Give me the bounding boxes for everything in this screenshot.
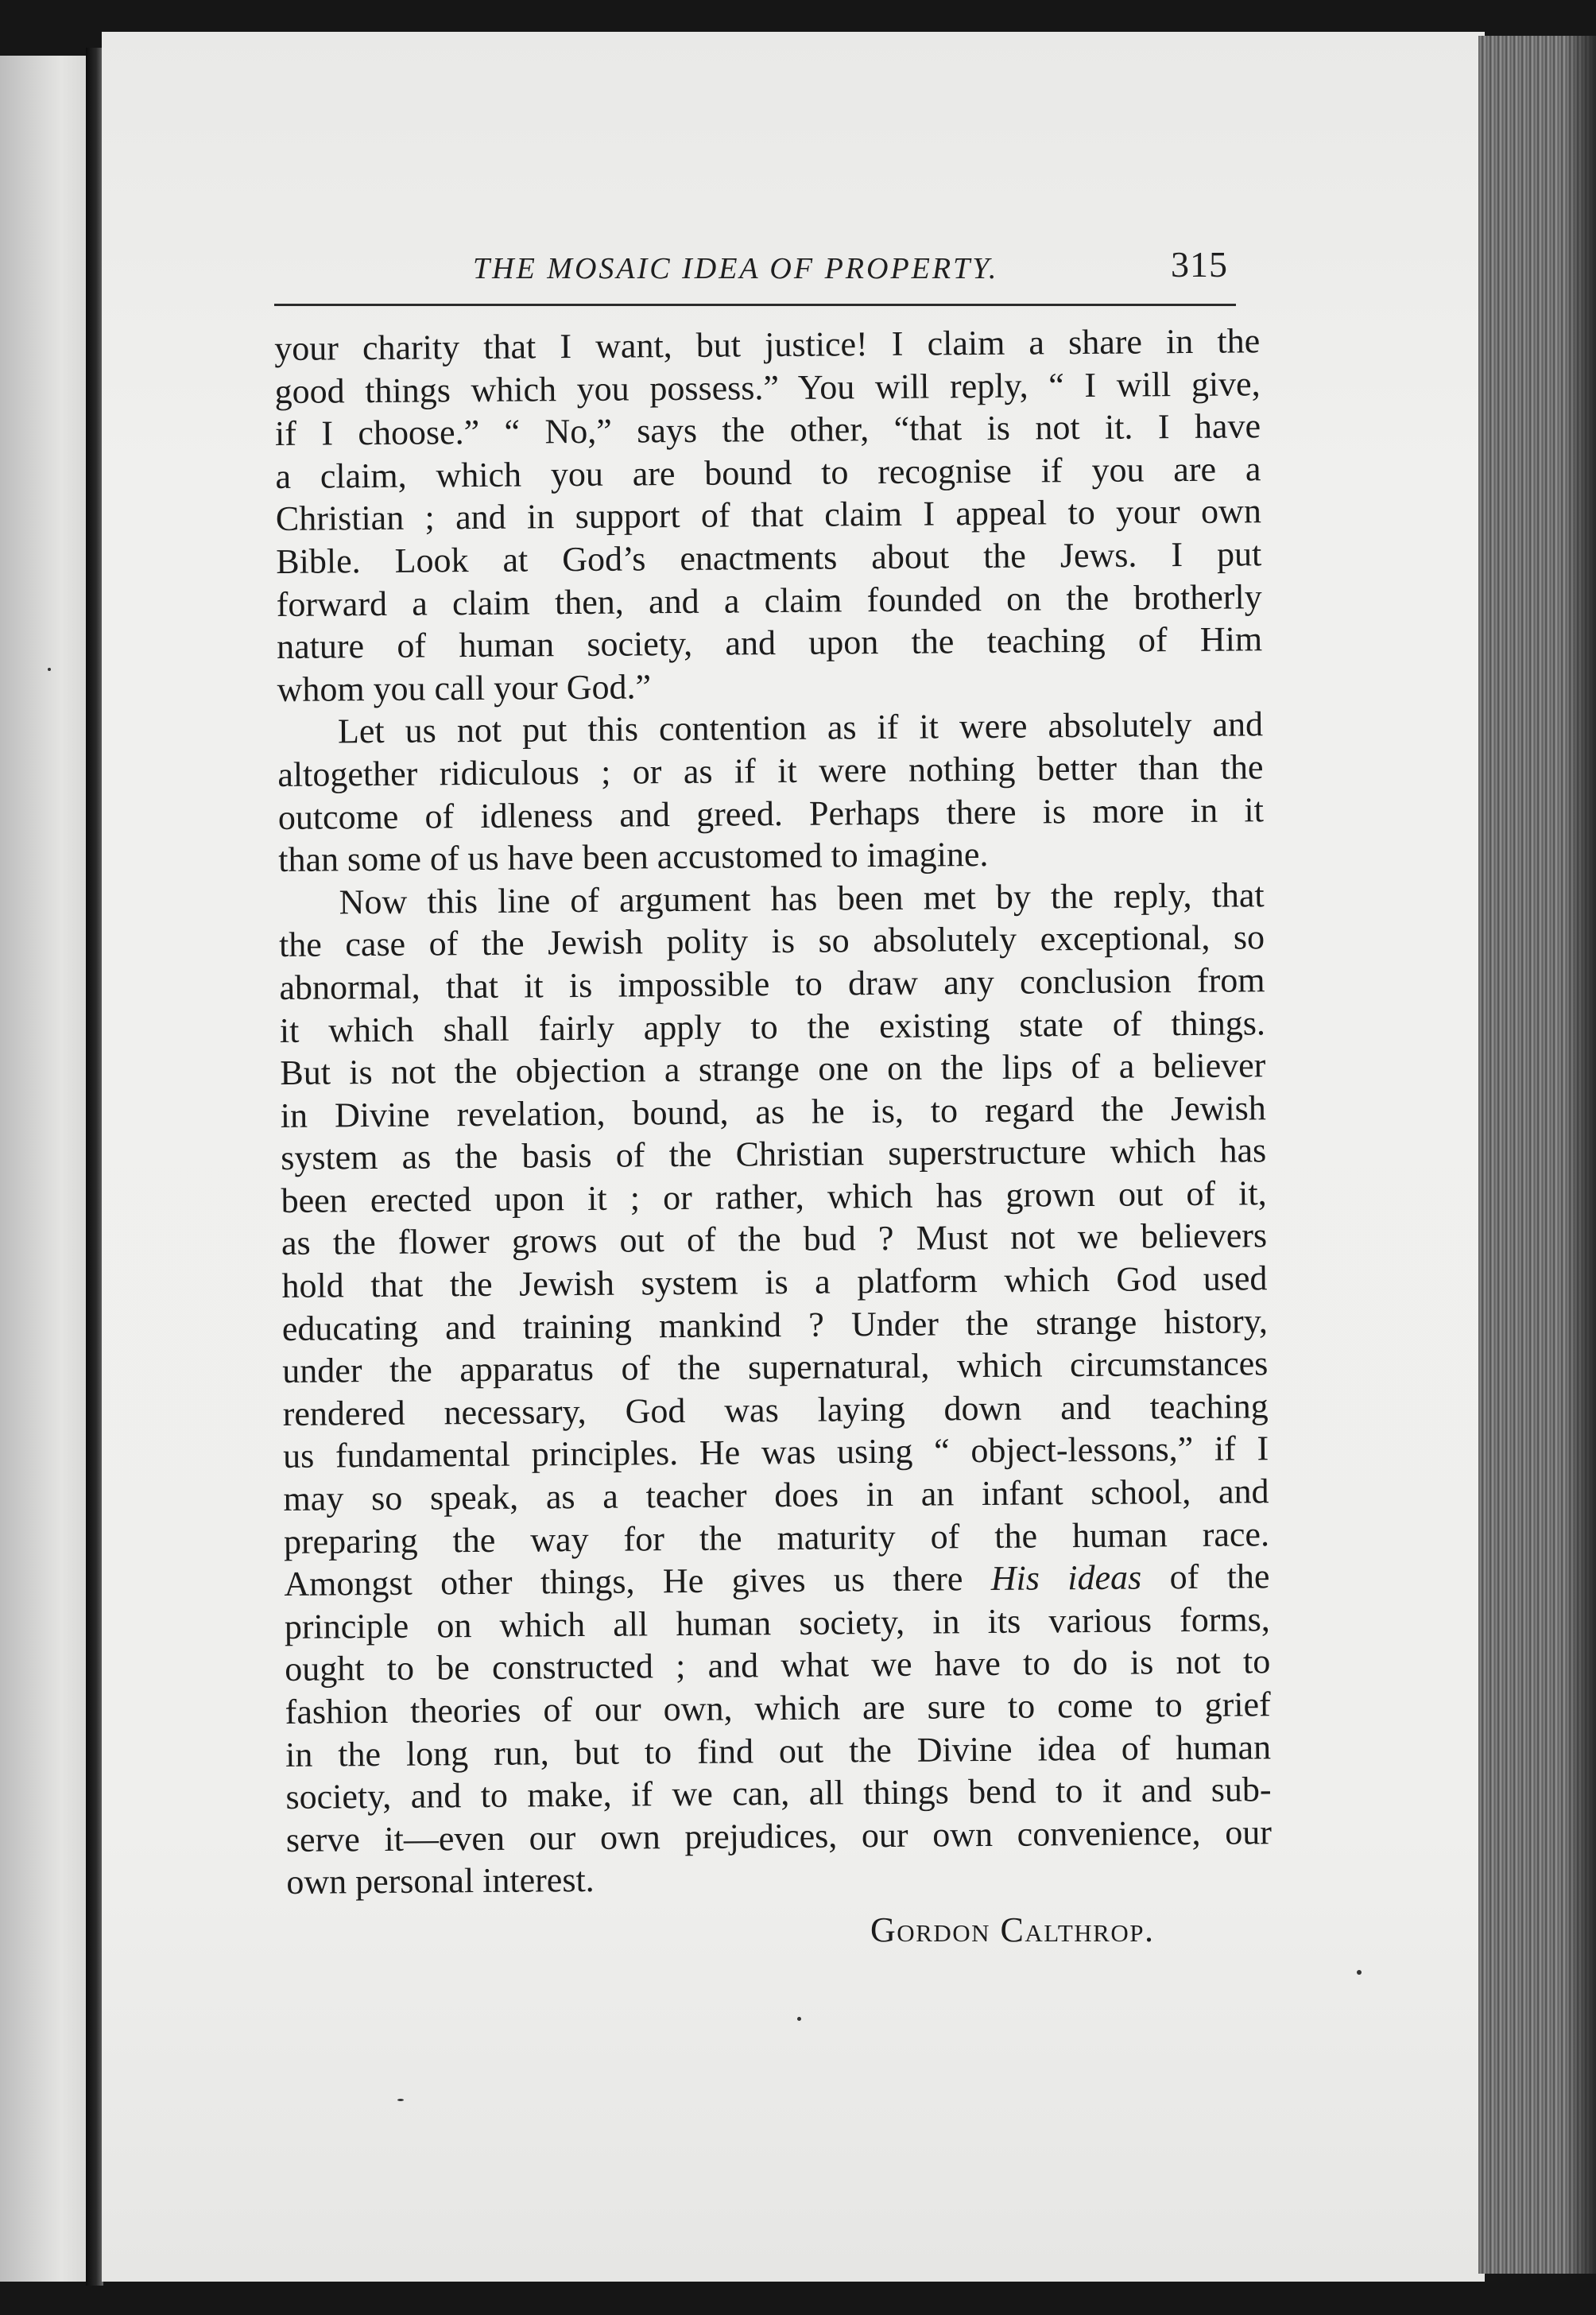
text-line: preparing the way for the maturity of the human race. [283, 1514, 1270, 1561]
text-line-with-italic [284, 1555, 1269, 1605]
print-speck [48, 668, 51, 671]
text-line: if I choose.” “ No,” says the other, “that is not it. I have [274, 406, 1261, 454]
text-line: than some of us have been accustomed to imagine. [278, 835, 989, 880]
print-speck [797, 2017, 801, 2021]
text-line: rendered necessary, God was laying down and teaching [282, 1386, 1269, 1433]
text-line: educating and training mankind ? Under the strange history, [281, 1301, 1269, 1348]
print-speck [397, 2099, 404, 2101]
text-line: principle on which all human society, in its various forms, [284, 1600, 1270, 1646]
text-line: outcome of idleness and greed. Perhaps there is more in it [277, 789, 1264, 837]
text-line: society, and to make, if we can, all things bend to it and sub- [285, 1770, 1272, 1817]
text-line: system as the basis of the Christian superstructure which has [281, 1130, 1267, 1178]
text-line: the case of the Jewish polity is so absolutely exceptional, so [278, 917, 1265, 965]
text-line: nature of human society, and upon the teaching of Him [276, 619, 1263, 667]
text-line: forward a claim then, and a claim founded on the brotherly [276, 576, 1262, 624]
text-line: as the flower grows out of the bud ? Must not we believers [281, 1216, 1268, 1263]
text-line: altogether ridiculous ; or as if it were nothing better than the [277, 747, 1264, 794]
page-block-edges [1478, 36, 1596, 2274]
text-line: may so speak, as a teacher does in an infant school, and [283, 1472, 1269, 1518]
text-line: good things which you possess.” You will reply, “ I will give, [274, 363, 1261, 411]
body-text [274, 320, 1273, 1904]
running-head [274, 244, 1236, 306]
text-line: own personal interest. [286, 1860, 595, 1902]
text-line: it which shall fairly apply to the existing state of things. [279, 1002, 1266, 1050]
text-line: us fundamental principles. He was using “ object-lessons,” if I [282, 1429, 1269, 1476]
italic-phrase: His ideas [990, 1557, 1142, 1599]
text-segment: Amongst other things, He gives us there [284, 1559, 963, 1604]
text-line: Christian ; and in support of that claim I appeal to your own [275, 491, 1262, 539]
text-line: your charity that I want, but justice! I claim a share in the [274, 321, 1261, 368]
author-signature: Gordon Calthrop. [870, 1910, 1155, 1949]
text-line: Bible. Look at God’s enactments about the Jews. I put [276, 534, 1262, 581]
text-line: serve it—even our own prejudices, our own convenience, our [285, 1812, 1273, 1859]
text-line: a claim, which you are bound to recognise if you are a [275, 449, 1261, 496]
text-line: Let us not put this contention as if it were absolutely and [337, 704, 1264, 751]
text-line: been erected upon it ; or rather, which has grown out of it, [281, 1173, 1267, 1220]
text-line: hold that the Jewish system is a platform which God used [281, 1258, 1268, 1306]
text-line: whom you call your God.” [277, 667, 652, 709]
facing-page-edge [0, 56, 87, 2282]
running-title: THE MOSAIC IDEA OF PROPERTY. [473, 252, 999, 285]
page-number: 315 [1171, 244, 1228, 285]
text-line: abnormal, that it is impossible to draw any conclusion from [279, 960, 1265, 1007]
text-line: in the long run, but to find out the Divine idea of human [285, 1727, 1272, 1774]
print-speck [1357, 1970, 1362, 1975]
text-line: in Divine revelation, bound, as he is, to regard the Jewish [280, 1088, 1266, 1135]
text-segment: of the [1169, 1557, 1270, 1597]
text-line: ought to be constructed ; and what we have to do is not to [285, 1642, 1271, 1689]
text-line: fashion theories of our own, which are sure to come to grief [285, 1685, 1271, 1731]
book-gutter [86, 48, 103, 2286]
text-line: under the apparatus of the supernatural, which circumstances [282, 1344, 1269, 1391]
text-line: Now this line of argument has been met by the reply, that [339, 874, 1265, 922]
text-line: But is not the objection a strange one on the lips of a believer [280, 1045, 1266, 1093]
